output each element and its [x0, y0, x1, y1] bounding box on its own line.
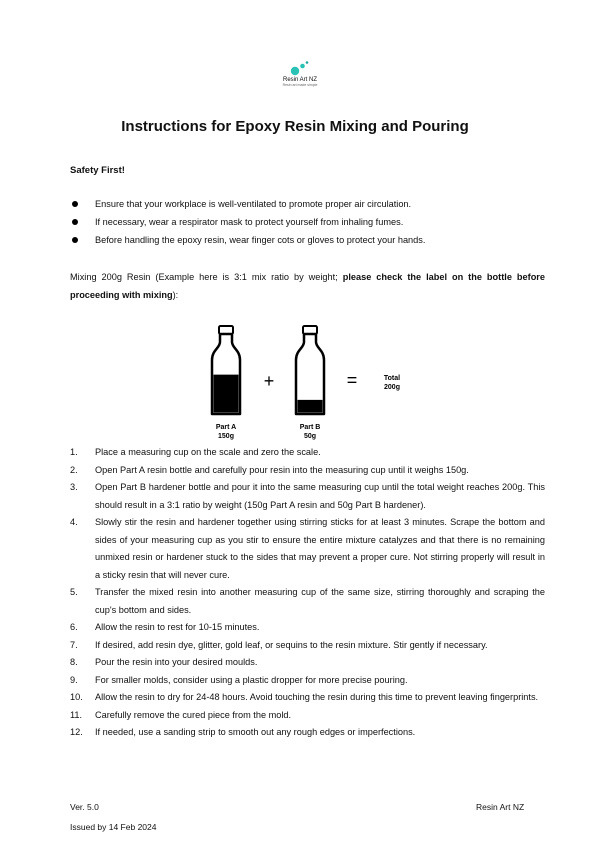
mixing-intro — [70, 268, 545, 304]
step-text: Allow the resin to dry for 24-48 hours. Avoid touching the resin during this time to prevent leaving fingerprints. — [95, 692, 539, 702]
step-number: 10. — [70, 692, 83, 702]
list-item-text: Ensure that your workplace is well-ventilated to promote proper air circulation. — [95, 199, 412, 209]
step-text: Carefully remove the cured piece from the mold. — [95, 709, 292, 720]
page-title: Instructions for Epoxy Resin Mixing and Pouring — [121, 118, 469, 135]
bottle-b-icon — [296, 326, 324, 414]
mix-ratio-diagram — [200, 322, 420, 442]
brand-logo — [270, 60, 330, 87]
list-item — [70, 724, 545, 742]
footer-brand: Resin Art NZ — [476, 802, 525, 812]
step-number: 8. — [70, 657, 78, 667]
mixing-intro-text: Mixing 200g Resin (Example here is 3:1 mix ratio by weight; — [70, 272, 343, 282]
step-number: 1. — [70, 447, 78, 457]
list-item — [70, 197, 530, 215]
list-item — [70, 654, 545, 672]
bottle-a-fill — [214, 375, 239, 413]
mixing-intro-warning: please check the label on the bottle before proceeding with mixing — [70, 272, 545, 300]
bottle-a-label: Part A — [215, 424, 237, 431]
bullet-icon — [72, 219, 78, 225]
logo-dots-icon — [289, 60, 311, 76]
list-item — [70, 479, 545, 514]
equals-sign: = — [346, 370, 358, 390]
mixing-intro-end: ): — [172, 290, 179, 300]
logo-tagline: Resin art made simple — [282, 83, 318, 87]
list-item — [70, 689, 545, 707]
step-number: 11. — [70, 709, 83, 720]
bottle-b-weight: 50g — [303, 433, 317, 440]
list-item — [70, 444, 545, 462]
step-text: If desired, add resin dye, glitter, gold leaf, or sequins to the resin mixture. Stir gently if necessary. — [95, 639, 488, 650]
step-text: Open Part A resin bottle and carefully pour resin into the measuring cup until it weighs 150g. — [95, 464, 469, 475]
step-text: Pour the resin into your desired moulds. — [95, 657, 258, 667]
step-text: Open Part B hardener bottle and pour it into the same measuring cup until the total weight reaches 200g. This should result in a 3:1 ratio by weight (150g Part A resin and 50g Part B hardener). — [95, 482, 545, 510]
step-number: 12. — [70, 727, 83, 737]
list-item — [70, 637, 545, 655]
steps-list — [70, 444, 545, 742]
step-text: Place a measuring cup on the scale and zero the scale. — [95, 447, 321, 457]
total-label: Total — [383, 375, 401, 382]
list-item-text: If necessary, wear a respirator mask to protect yourself from inhaling fumes. — [95, 217, 404, 227]
list-item — [70, 619, 545, 637]
bottle-a-weight: 150g — [218, 433, 234, 440]
step-number: 3. — [70, 482, 78, 492]
logo-name: Resin Art NZ — [282, 77, 317, 83]
list-item — [70, 215, 530, 233]
step-number: 9. — [70, 674, 78, 685]
list-item-text: Before handling the epoxy resin, wear finger cots or gloves to protect your hands. — [95, 235, 426, 245]
footer-version: Ver. 5.0 — [70, 802, 99, 812]
list-item — [70, 707, 545, 725]
step-text: For smaller molds, consider using a plastic dropper for more precise pouring. — [95, 674, 408, 685]
step-text: If needed, use a sanding strip to smooth out any rough edges or imperfections. — [95, 727, 416, 737]
step-text: Slowly stir the resin and hardener together using stirring sticks for at least 3 minutes. Scrape the bottom and sides of your measuring cup as you stir to ensure the entire mixture catalyzes and that there is no remaining unmixed resin or hardener stuck to the sides that may prevent a proper cure. Not stirring properly will result in a sticky resin that will never cure. — [95, 517, 545, 580]
list-item — [70, 462, 545, 480]
bullet-icon — [72, 237, 78, 243]
step-number: 4. — [70, 517, 78, 527]
list-item — [70, 233, 530, 251]
bottle-b-fill — [298, 400, 323, 413]
step-number: 2. — [70, 464, 78, 475]
plus-sign: + — [263, 371, 275, 391]
total-value: 200g — [384, 384, 400, 391]
list-item — [70, 514, 545, 584]
step-number: 5. — [70, 587, 78, 597]
list-item — [70, 672, 545, 690]
step-number: 7. — [70, 639, 78, 650]
safety-list — [70, 197, 530, 251]
step-text: Transfer the mixed resin into another measuring cup of the same size, stirring thoroughly and scraping the cup's bottom and sides. — [95, 587, 545, 615]
bottle-b-label: Part B — [299, 424, 321, 431]
step-text: Allow the resin to rest for 10-15 minutes. — [95, 622, 260, 632]
list-item — [70, 584, 545, 619]
bottle-a-icon — [212, 326, 240, 414]
step-number: 6. — [70, 622, 78, 632]
safety-heading: Safety First! — [70, 165, 125, 176]
footer-issued: Issued by 14 Feb 2024 — [70, 822, 157, 832]
bullet-icon — [72, 201, 78, 207]
